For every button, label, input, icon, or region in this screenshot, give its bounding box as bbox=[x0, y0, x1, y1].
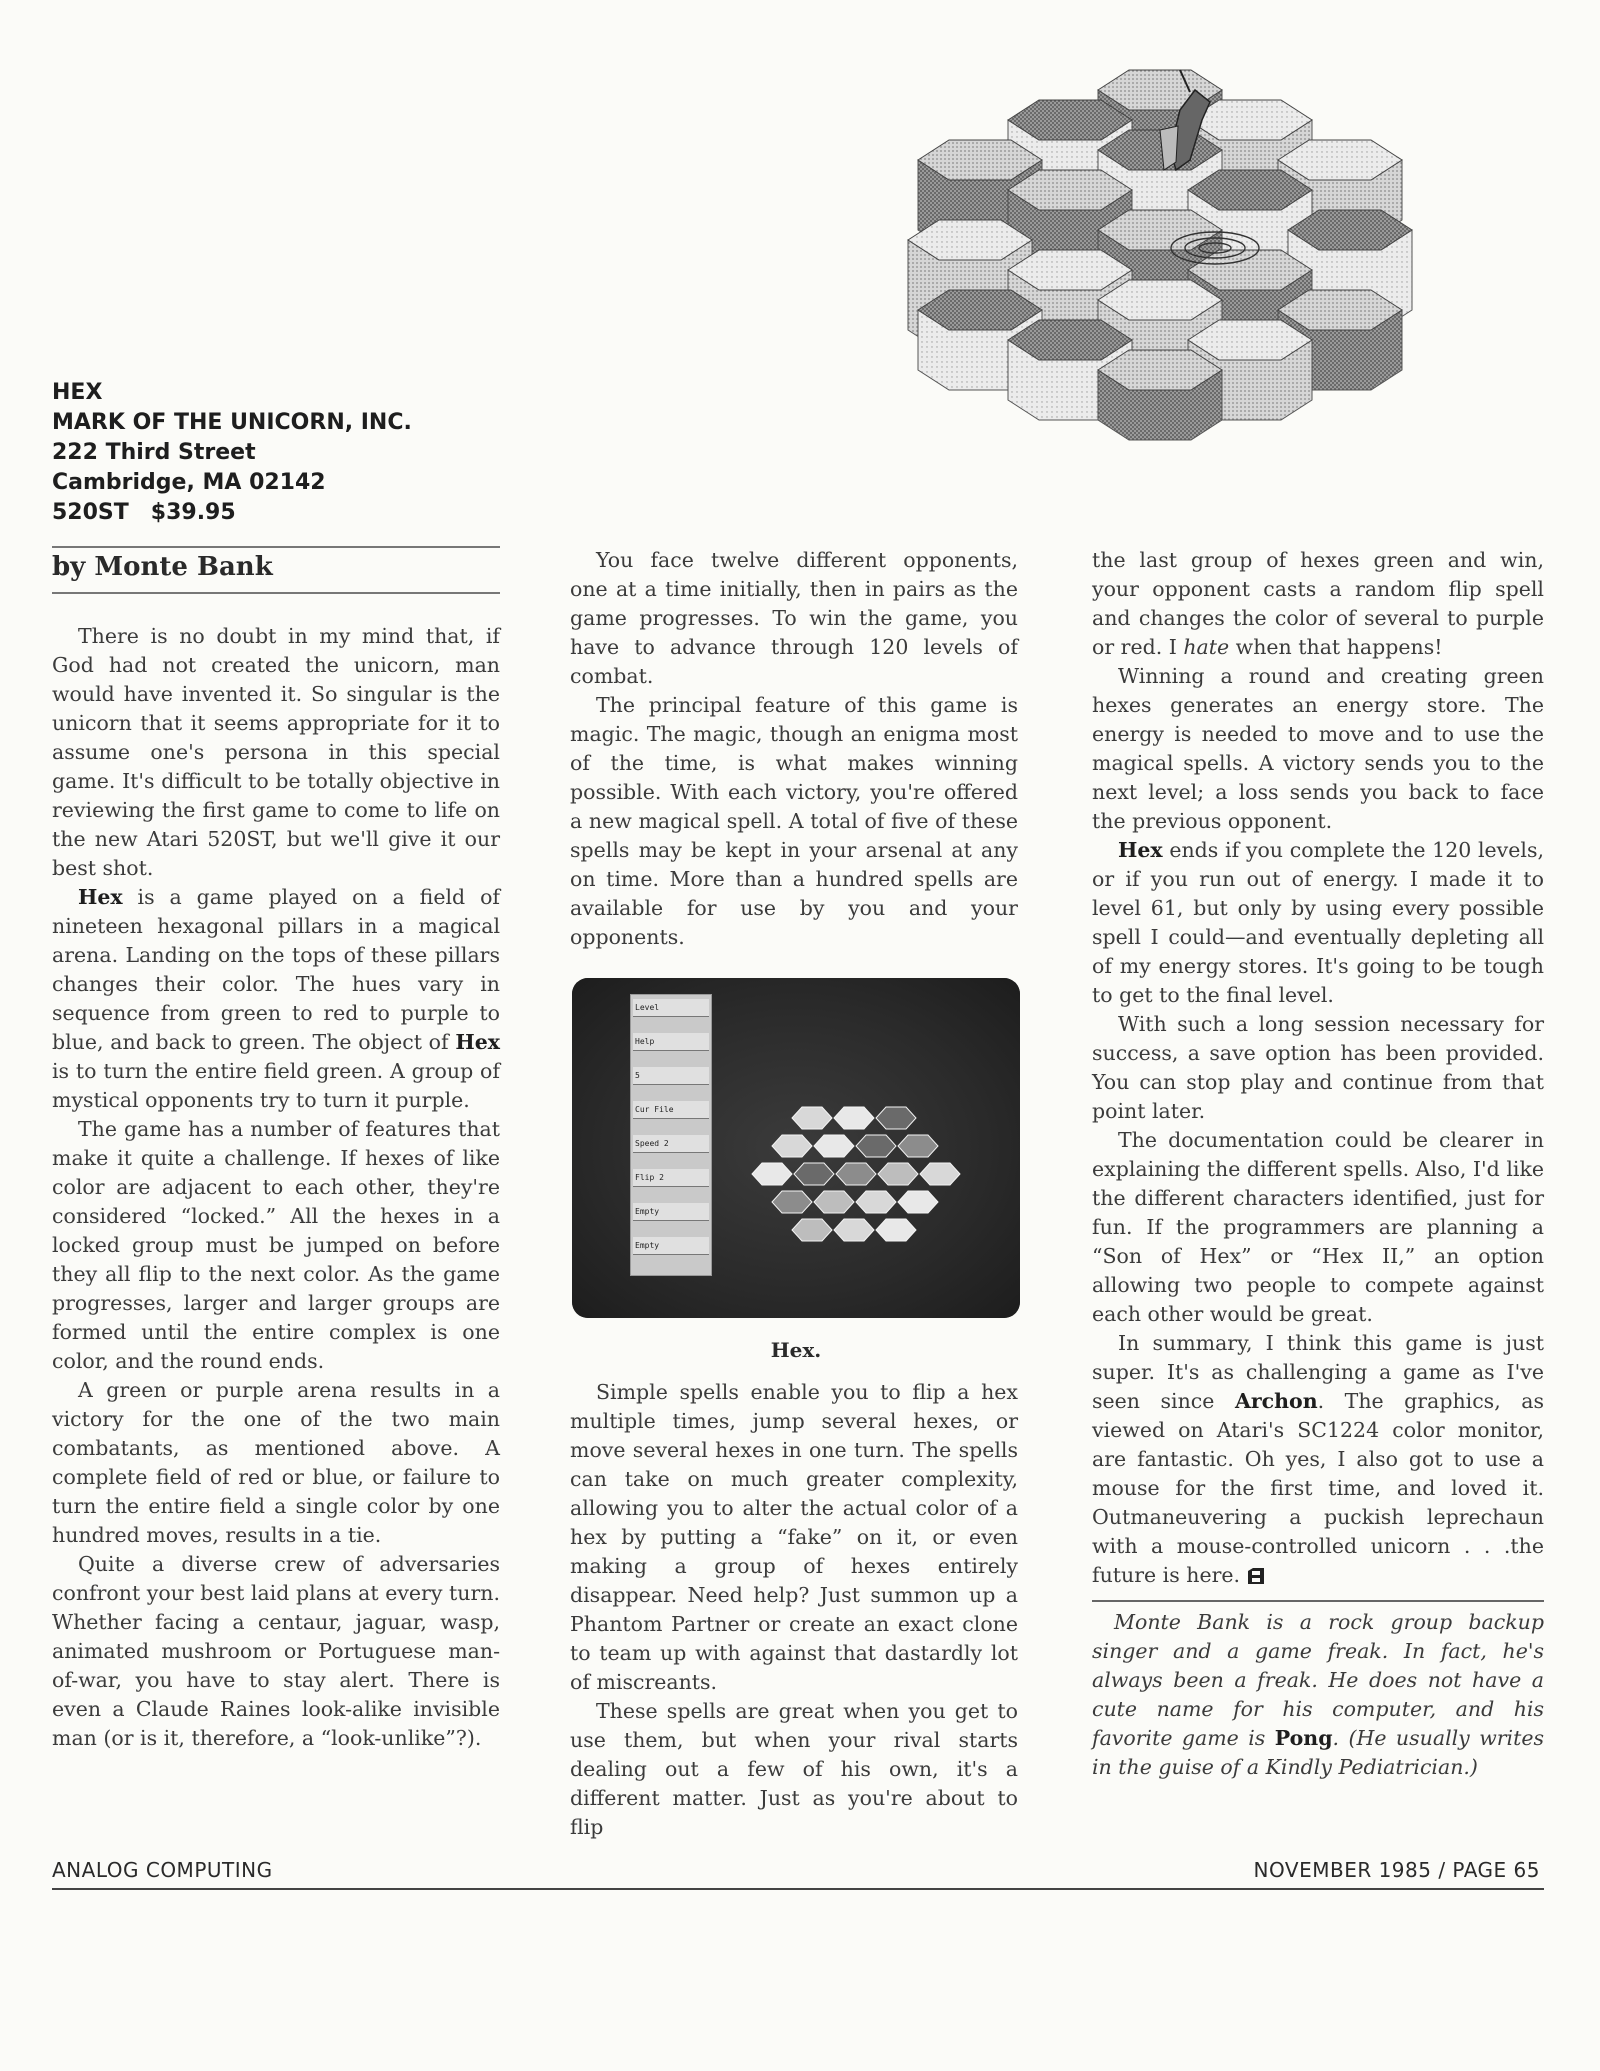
spell-panel-row: 5 bbox=[633, 1067, 709, 1085]
paragraph: The documentation could be clearer in explaining the different spells. Also, I'd like the different characters identified, just for fun. If the programmers are planning a “Son of Hex” or “Hex II,” an option allowing two people to compete against each other would be great. bbox=[1092, 1128, 1544, 1326]
paragraph: Winning a round and creating green hexes generates an energy store. The energy is needed to move and to use the magical spells. A victory sends you to the next level; a loss sends you back to face the previous opponent. bbox=[1092, 664, 1544, 833]
byline-rule-top bbox=[52, 546, 500, 548]
byline-rule-bottom bbox=[52, 592, 500, 594]
text-run: . The graphics, as viewed on Atari's SC1224 color monitor, are fantastic. Oh yes, I also got to use a mouse for the first time, and loved it. Outmaneuvering a puckish leprechaun with a mouse-controlled unicorn . . .the future is here. bbox=[1092, 1389, 1544, 1587]
board-hex-cell bbox=[834, 1219, 874, 1241]
column-3 bbox=[1092, 546, 1544, 1590]
paragraph: These spells are great when you get to use them, but when your rival starts dealing out a few of his own, it's a different matter. Just as you're about to flip bbox=[570, 1699, 1018, 1839]
paragraph: The game has a number of features that make it quite a challenge. If hexes of like color are adjacent to each other, they're considered “locked.” All the hexes in a locked group must be jumped on before they all flip to the next color. As the game progresses, larger and larger groups are formed until the entire complex is one color, and the round ends. bbox=[52, 1117, 500, 1373]
price: $39.95 bbox=[150, 500, 236, 525]
paragraph: Quite a diverse crew of adversaries confront your best laid plans at every turn. Whether facing a centaur, jaguar, wasp, animated mushroom or Portuguese man-of-war, you have to stay alert. There is even a Claude Raines look-alike invisible man (or is it, therefore, a “look-unlike”?). bbox=[52, 1552, 500, 1750]
footer-page-info: NOVEMBER 1985 / PAGE 65 bbox=[1253, 1858, 1540, 1882]
board-hex-cell bbox=[752, 1163, 792, 1185]
text-run: is a game played on a field of nineteen hexagonal pillars in a magical arena. Landing on the tops of these pillars changes their color. The hues vary in sequence from green to red to purple to blue, and back to green. The object of bbox=[52, 885, 500, 1054]
spell-panel-row: Speed 2 bbox=[633, 1135, 709, 1153]
paragraph: A green or purple arena results in a victory for the one of the two main combatants, as mentioned above. A complete field of red or blue, or failure to turn the entire field a single color by one hundred moves, results in a tie. bbox=[52, 1378, 500, 1547]
spell-panel-row: Flip 2 bbox=[633, 1169, 709, 1187]
board-hex-cell bbox=[920, 1163, 960, 1185]
paragraph: Simple spells enable you to flip a hex multiple times, jump several hexes, or move several hexes in one turn. The spells can take on much greater complexity, allowing you to alter the actual color of a hex by putting a “fake” on it, or even making a group of hexes entirely disappear. Need help? Just summon up a Phantom Partner or create an exact clone to team up with against that dastardly lot of miscreants. bbox=[570, 1380, 1018, 1694]
board-hex-cell bbox=[856, 1135, 896, 1157]
game-name: Hex bbox=[1118, 838, 1163, 862]
spell-panel-row: Empty bbox=[633, 1237, 709, 1255]
board-hex-cell bbox=[876, 1219, 916, 1241]
spell-panel-row: Cur File bbox=[633, 1101, 709, 1119]
product-info bbox=[52, 378, 512, 528]
spell-panel-row: Help bbox=[633, 1033, 709, 1051]
hex-board bbox=[732, 1098, 972, 1268]
paragraph bbox=[1092, 1329, 1544, 1590]
paragraph bbox=[1092, 546, 1544, 662]
paragraph: There is no doubt in my mind that, if God had not created the unicorn, man would have invented it. So singular is the unicorn that it seems appropriate for it to assume one's persona in this special game. It's difficult to be totally objective in reviewing the first game to come to life on the new Atari 520ST, but we'll give it our best shot. bbox=[52, 624, 500, 880]
column-1 bbox=[52, 622, 500, 1753]
footer-publication: ANALOG COMPUTING bbox=[52, 1858, 273, 1882]
text-run: when that happens! bbox=[1229, 635, 1443, 659]
game-name: Hex bbox=[78, 885, 123, 909]
author-bio bbox=[1092, 1608, 1544, 1782]
byline: by Monte Bank bbox=[52, 552, 273, 582]
paragraph: With such a long session necessary for success, a save option has been provided. You can stop play and continue from that point later. bbox=[1092, 1012, 1544, 1123]
board-hex-cell bbox=[772, 1191, 812, 1213]
analog-end-mark-icon bbox=[1246, 1567, 1266, 1585]
game-name: Archon bbox=[1234, 1389, 1318, 1413]
board-hex-cell bbox=[792, 1219, 832, 1241]
board-hex-cell bbox=[794, 1163, 834, 1185]
game-name: Pong bbox=[1274, 1726, 1333, 1750]
text-run: is to turn the entire field green. A group of mystical opponents try to turn it purple. bbox=[52, 1059, 500, 1112]
paragraph: The principal feature of this game is magic. The magic, though an enigma most of the time, is what makes winning possible. With each victory, you're offered a new magical spell. A total of five of these spells may be kept in your arsenal at any on time. More than a hundred spells are available for use by you and your opponents. bbox=[570, 693, 1018, 949]
system-price-line bbox=[52, 498, 512, 528]
product-title: HEX bbox=[52, 380, 103, 405]
paragraph bbox=[52, 883, 500, 1115]
game-name: Hex bbox=[455, 1030, 500, 1054]
column-2-bottom bbox=[570, 1378, 1018, 1842]
text-run: ends if you complete the 120 levels, or if you run out of energy. I made it to level 61, but only by using every possible spell I could—and eventually depleting all of my energy stores. It's going to be tough to get to the final level. bbox=[1092, 838, 1544, 1007]
hex-stack bbox=[908, 70, 1412, 440]
board-hex-cell bbox=[878, 1163, 918, 1185]
publisher-address: 222 Third Street bbox=[52, 440, 256, 465]
publisher-city: Cambridge, MA 02142 bbox=[52, 470, 326, 495]
board-hex-cell bbox=[814, 1191, 854, 1213]
board-hex-cell bbox=[814, 1135, 854, 1157]
spell-panel-row: Empty bbox=[633, 1203, 709, 1221]
text-run: the last group of hexes green and win, your opponent casts a random flip spell and changes the color of several to purple or red. I bbox=[1092, 548, 1544, 659]
board-hex-cell bbox=[772, 1135, 812, 1157]
text-run: Monte Bank is a rock group backup singer and a game freak. In fact, he's always been a freak. He does not have a cute name for his computer, and his favorite game is bbox=[1092, 1610, 1544, 1750]
paragraph: You face twelve different opponents, one at a time initially, then in pairs as the game progresses. To win the game, you have to advance through 120 levels of combat. bbox=[570, 548, 1018, 688]
board-hex-cell bbox=[834, 1107, 874, 1129]
board-hex-cell bbox=[898, 1135, 938, 1157]
bio-rule bbox=[1092, 1600, 1544, 1602]
paragraph bbox=[1092, 836, 1544, 1010]
bio-paragraph bbox=[1092, 1608, 1544, 1782]
board-hex-cell bbox=[836, 1163, 876, 1185]
hex-pillars-illustration bbox=[880, 50, 1440, 450]
footer-rule bbox=[52, 1888, 1544, 1890]
photo-caption: Hex. bbox=[770, 1338, 822, 1362]
board-hex-cell bbox=[792, 1107, 832, 1129]
spell-panel bbox=[630, 994, 712, 1276]
column-2-top bbox=[570, 546, 1018, 952]
spell-panel-row: Level bbox=[633, 999, 709, 1017]
board-hex-cell bbox=[876, 1107, 916, 1129]
text-run: . (He usually writes in the guise of a Kindly Pediatrician.) bbox=[1092, 1726, 1544, 1779]
publisher-name: MARK OF THE UNICORN, INC. bbox=[52, 410, 412, 435]
system-name: 520ST bbox=[52, 500, 129, 525]
board-hex-cell bbox=[856, 1191, 896, 1213]
text-run: In summary, I think this game is just super. It's as challenging a game as I've seen since bbox=[1092, 1331, 1544, 1413]
board-hex-cell bbox=[898, 1191, 938, 1213]
game-screenshot-photo bbox=[572, 978, 1020, 1318]
emphasis: hate bbox=[1183, 635, 1230, 659]
